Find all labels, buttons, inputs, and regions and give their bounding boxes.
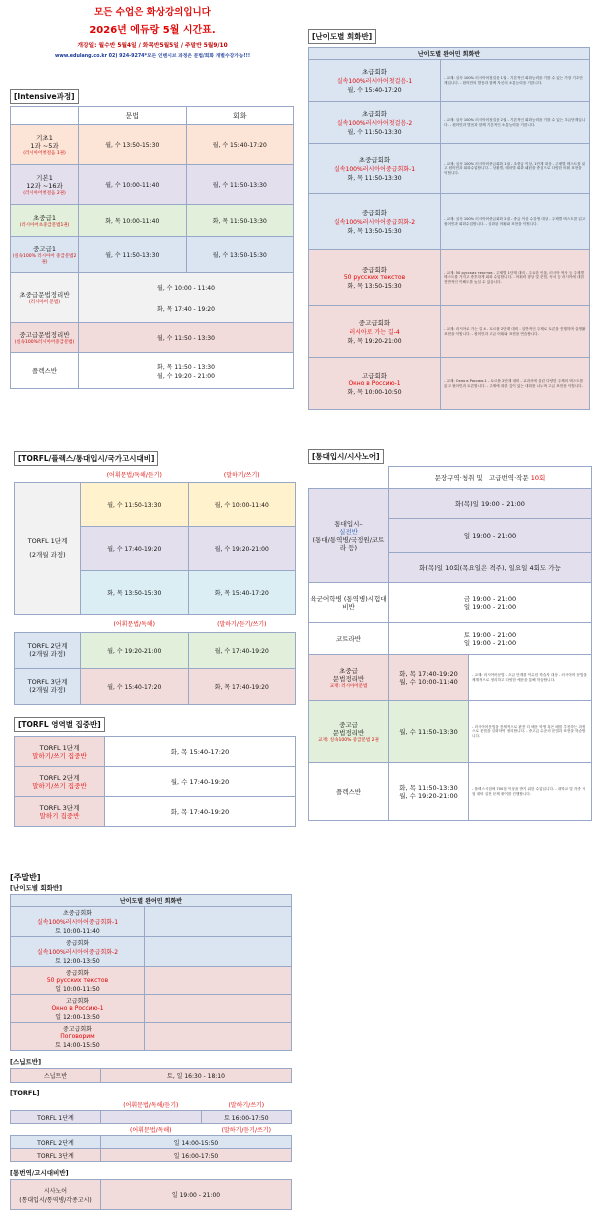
grammar-book: 교재: 실속100% 중급문법 2권: [318, 737, 379, 743]
weekend-title: [주말반]: [10, 873, 41, 882]
conv-desc: - 교재: 실속 100% 러시아어중급회화 1권 - 초중급 이상, 1단계 대상 - 주제별 텍스트를 읽고 원어민과 회화수업합니다. - 상황별, 테마별 회화 패턴을 중심으로 다양한 어휘 표현을 익힙니다.: [441, 144, 590, 194]
torfl-time: 일 16:00-17:50: [101, 1149, 292, 1162]
conv-time: 화, 목 19:20-21:00: [347, 337, 402, 345]
course-name: 중고급1: [33, 244, 56, 253]
torfl-hdr1a: (어휘문법/독해/듣기): [106, 472, 162, 480]
table-row: [11, 273, 294, 323]
course-note: (러시아어첫걸음 2권): [23, 190, 66, 196]
weekend-table-title: 난이도별 완어민 회화반: [11, 895, 292, 907]
conv-time: 월, 수 13:50-15:30: [186, 237, 294, 273]
torfl-level: TORFL 1단계: [27, 537, 68, 545]
conv-desc: - 교재: 실속 100% 러시아어중급회화 2권 - 중급 이상 수강생 대상 - 주제별 텍스트를 읽고 원어민과 회화수업합니다. - 심화된 어휘와 표현을 익힙니다.: [441, 194, 590, 250]
grammar-course2: 문법정리반: [332, 674, 365, 683]
table-row: [11, 1136, 292, 1149]
torfl-hdr1b: (말하기/쓰기): [223, 472, 260, 480]
intensive-section-title: [Intensive과정]: [10, 89, 79, 104]
interp-time: 일 19:00 - 21:00: [463, 602, 517, 611]
header-title: 2026년 에듀랑 5월 시간표.: [89, 25, 216, 36]
table-row: [309, 102, 590, 144]
torfl-time: 월, 수 10:00-11:40: [188, 482, 295, 526]
course-name: 중고급문법정리반: [19, 330, 70, 339]
header-contact: www.edulang.co.kr 02) 924-9274*모든 인텐시브 과정은 문법/회화 개별수강가능!!!: [54, 54, 251, 59]
torfl-time: 화, 목 15:40-17:20: [105, 737, 296, 767]
table-row: [309, 60, 590, 102]
table-row: [11, 125, 294, 165]
interp-h3: 10회: [530, 473, 546, 482]
conv-book: 실속100%러시아어중급회화-1: [333, 165, 416, 173]
intensive-table: [10, 106, 294, 389]
conv-time: 화, 목 13:50-15:30: [347, 282, 402, 290]
conv-level: 중급회화: [65, 940, 90, 947]
torfl-intensive-table: [14, 736, 296, 827]
grammar-time: 월, 수 11:50-13:30: [389, 701, 469, 763]
conv-time: 월, 수 15:40-17:20: [347, 86, 402, 94]
grammar-course: 중고급: [339, 720, 358, 729]
interp-section: [308, 444, 592, 821]
torfl-time: 월, 수 17:40-19:20: [105, 767, 296, 797]
snip-section-title: [스닙트반]: [10, 1058, 42, 1066]
weekend-torfl-hdr1b: (말하기/쓰기): [228, 1102, 265, 1109]
table-row: [11, 937, 292, 967]
torfl-time: 월, 수 19:20-21:00: [81, 632, 189, 668]
torfl-focus: 말하기/쓰기 집중반: [32, 781, 87, 790]
header-notice: 모든 수업은 화상강의입니다: [94, 7, 211, 18]
intensive-section: [10, 84, 294, 389]
conv-level: 고급회화: [361, 371, 388, 380]
grammar-time: 화, 목 10:00-11:40: [79, 205, 187, 237]
table-row: [11, 237, 294, 273]
conv-time: 토 12:00-13:50: [55, 958, 100, 965]
conv-level: 고급회화: [65, 998, 90, 1005]
table-row: [309, 144, 590, 194]
weekend-torfl-title: [TORFL]: [10, 1089, 40, 1097]
interp-name: 시사노어: [43, 1187, 68, 1195]
table-row: [309, 358, 590, 410]
torfl-time: 월, 수 15:40-17:20: [81, 668, 189, 704]
conv-level: 초중급회화: [63, 910, 92, 917]
conv-level: 중고급회화: [63, 1026, 92, 1033]
interp-time: 일 19:00 - 21:00: [101, 1180, 292, 1210]
weekend-conv-title: [난이도별 회화반]: [10, 884, 63, 892]
conv-desc: - 교재: 실속 100% 러시아어첫걸음 1권 - 기본적인 회화능력을 기를 수 있는 가장 기초단계입니다. - 원어민의 발음과 함께 자신의 소통능력을 기릅니다.: [441, 60, 590, 102]
interp-name: 육군어학병 (통역병)시험대비반: [309, 583, 389, 623]
interp-name3: (통대/통역병/국정원/코트라 등): [312, 535, 385, 552]
course-name: 기본1: [36, 173, 53, 182]
grammar-desc: - 교재: 러시아어문법 - 초급 단계를 이수한 학습자 대상 - 러시아어 문법을 체계적으로 정리하고 다양한 예문을 통해 학습합니다.: [469, 655, 592, 701]
table-row: [309, 489, 592, 519]
conv-time: 일 10:00-11:50: [55, 986, 100, 993]
table-row: [11, 995, 292, 1023]
course-time: 화, 목 11:50 - 13:30: [157, 363, 215, 371]
course-note: (러시아어초중급문법1권): [19, 222, 70, 228]
course-sub: 1과 ~5과: [30, 141, 59, 150]
conv-desc: - 교재: Окно в Россию-1 - 토르플 2단계 대비 - 교과서에 실린 다양한 주제의 텍스트를 읽고 원어민과 토론합니다. - 주제에 대한 깊이 있는 대화를 나누며 고급 표현을 익힙니다.: [441, 358, 590, 410]
interp-h1: 문장구역·청취 및: [434, 473, 483, 482]
conv-time: 월, 수 11:50-13:30: [347, 128, 402, 136]
torfl-table: [14, 468, 296, 705]
header: [10, 4, 295, 59]
table-row: [15, 767, 296, 797]
torfl-duration: (2개월 과정): [29, 686, 66, 694]
weekend-conv-table: [10, 894, 292, 1051]
grammar-course: 초중급: [339, 666, 358, 675]
course-name: 초중급1: [33, 213, 56, 222]
course-note: (러시아어 문법): [28, 299, 61, 305]
table-row: [11, 1069, 292, 1083]
torfl-time: 화, 목 17:40-19:20: [188, 668, 295, 704]
torfl-focus: 말하기 집중반: [39, 811, 80, 820]
table-row: [15, 797, 296, 827]
interp-name2: 실전반: [339, 527, 358, 536]
torfl-section: [14, 446, 296, 705]
table-row: [11, 353, 294, 389]
torfl-intensive-title: [TORFL 영역별 집중반]: [14, 717, 105, 732]
conv-desc: - 교재: 50 русских текстов - 주제별 1단계 대비 - 주요한 인물, 러시아 역사 등 주제별 텍스트를 가지고 중후하게 회화 수업합니다. - 어휘력 향상 및 문법, 독서 등 러시아에 대한 전반적인 이해도를 높일 수 있습니다.: [441, 250, 590, 306]
interp-time: 화(목)일 19:00 - 21:00: [389, 489, 592, 519]
conv-book: 실속100%러시아어첫걸음-1: [336, 77, 413, 85]
grammar-course2: 문법정리반: [332, 728, 365, 737]
conv-desc: - 교재: 러시아로 가는 길 4 - 토르플 2단계 대비 - 일반적인 주제로 토론을 진행하며 실생활 표현을 익힙니다. - 원어민과 고급 어휘와 표현을 연습합니다.: [441, 306, 590, 358]
table-row: [15, 482, 296, 526]
grammar-desc: - 플렉스시험에 700점 이상을 받기 위한 수업입니다. - 대학교 및 각종 시험 대비 실전 문제 풀이를 진행합니다.: [469, 763, 592, 821]
table-row: [309, 306, 590, 358]
interp-h2: 고급번역·작문: [488, 473, 529, 482]
torfl-hdr2b: (말하기/듣기/쓰기): [217, 620, 267, 628]
conv-book: 실속100%러시아어첫걸음-2: [336, 119, 413, 127]
conv-level: 중급회화: [361, 208, 388, 217]
torfl-time: 일 14:00-15:50: [101, 1136, 292, 1149]
weekend-torfl-table: [10, 1099, 292, 1162]
table-row: [309, 623, 592, 655]
course-name: 기초1: [36, 133, 53, 142]
interp-time: 일 19:00 - 21:00: [463, 638, 517, 647]
weekend-torfl-hdr1a: (어휘문법/독해/듣기): [123, 1102, 179, 1109]
conv-book: 러시아로 가는 길-4: [349, 328, 400, 336]
conv-time: 일 12:00-13:50: [55, 1014, 100, 1021]
grammar-time: 화, 목 11:50-13:30: [399, 783, 458, 792]
grammar-time: 월, 수 19:20-21:00: [399, 791, 458, 800]
torfl-level: TORFL 2단계: [27, 642, 68, 650]
conv-book: 실속100%러시아어중급회화-2: [333, 218, 416, 226]
weekend-interp-title: [통번역/고시대비반]: [10, 1169, 69, 1177]
conv-level: 초급회화: [361, 67, 388, 76]
table-row: [309, 701, 592, 763]
grammar-desc: - 러시아어문법을 전체적으로 완전 다 배운 학생 혹은 배를 추천하는 과정으로 문법을 심화하여 정리합니다. - 중고급 수준의 문법과 표현을 학습합니다.: [469, 701, 592, 763]
conv-level: 중급회화: [361, 265, 388, 274]
torfl-level: TORFL 3단계: [27, 678, 68, 686]
level-conv-section-title: [난이도별 회화반]: [308, 29, 376, 44]
interp-time: 토 19:00 - 21:00: [463, 630, 517, 639]
conv-time: 토 10:00-11:40: [55, 928, 100, 935]
interp-name: 코트라반: [309, 623, 389, 655]
interp-name: 통대입시–: [334, 519, 363, 528]
course-time: 월, 수 19:20 - 21:00: [157, 372, 215, 380]
conv-time: 화, 목 11:50-13:30: [186, 205, 294, 237]
interp-time: 일 19:00 - 21:00: [389, 519, 592, 553]
torfl-level: TORFL 2단계: [39, 773, 80, 782]
torfl-time: 화, 목 13:50-15:30: [81, 570, 189, 614]
course-time: 월, 수 10:00 - 11:40: [157, 284, 215, 292]
level-conv-title: 난이도별 완어민 회화반: [309, 48, 590, 60]
interp-table: [308, 466, 592, 821]
weekend-torfl-hdr2a: (어휘문법/독해): [130, 1127, 172, 1134]
table-row: [11, 1149, 292, 1162]
weekend-section: [10, 872, 292, 1210]
torfl-time: [101, 1111, 202, 1124]
intensive-col-grammar: 문법: [79, 107, 187, 125]
table-row: [309, 583, 592, 623]
conv-time: 월, 수 11:50-13:30: [186, 165, 294, 205]
torfl-level: TORFL 3단계: [39, 803, 80, 812]
intensive-col-conv: 회화: [186, 107, 294, 125]
header-start-dates: 개강일: 월수반 5월4일 / 화목반5월5일 / 주말반 5월9/10: [77, 43, 228, 49]
torfl-duration: (2개월 과정): [29, 551, 66, 559]
table-row: [309, 250, 590, 306]
torfl-level: TORFL 2단계: [11, 1136, 101, 1149]
weekend-torfl-hdr2b: (말하기/듣기/쓰기): [221, 1127, 271, 1134]
interp-sub: (통대입시/통역병/각종고시): [19, 1196, 92, 1204]
conv-book: Окно в Россию-1: [51, 1005, 104, 1012]
conv-level: 중급회화: [65, 970, 90, 977]
snip-table: [10, 1068, 292, 1083]
conv-book: 50 русских текстов: [343, 273, 406, 281]
conv-desc: - 교재: 실속 100% 러시아어첫걸음 2권 - 기본적인 회화능력을 기를 수 있는 초급단계입니다. - 원어민과 발음과 함께 기본적인 소통능력을 기릅니다.: [441, 102, 590, 144]
snip-name: 스닙트반: [11, 1069, 101, 1083]
table-row: [11, 907, 292, 937]
conv-level: 초급회화: [361, 109, 388, 118]
level-conv-table: [308, 47, 590, 410]
table-row: [11, 165, 294, 205]
table-row: [11, 323, 294, 353]
course-note: (실속100% 러시아어 중급문법2권): [12, 253, 77, 265]
conv-time: 토 14:00-15:50: [55, 1042, 100, 1049]
torfl-section-title: [TORFL/플렉스/통대입시/국가고시대비]: [14, 451, 158, 466]
table-row: [15, 668, 296, 704]
conv-book: Поговорим: [60, 1033, 95, 1040]
course-time: 화, 목 17:40 - 19:20: [157, 305, 215, 313]
table-row: [15, 737, 296, 767]
interp-time: 금 19:00 - 21:00: [463, 594, 517, 603]
conv-book: 실속100%러시아어중급회화-2: [36, 949, 119, 956]
conv-level: 초중급회화: [358, 155, 391, 164]
course-name: 플렉스반: [31, 366, 58, 375]
grammar-course: 플렉스반: [309, 763, 389, 821]
conv-book: 50 русских текстов: [46, 977, 109, 984]
torfl-time: 월, 수 11:50-13:30: [81, 482, 189, 526]
conv-level: 중고급회화: [358, 318, 391, 327]
grammar-book: 교재: 러시아어문법: [329, 683, 368, 689]
interp-time: 화(목)일 10회(목요일은 격주), 일요일 4회도 가능: [389, 553, 592, 583]
torfl-time: 월, 수 19:20-21:00: [188, 526, 295, 570]
conv-time: 화, 목 11:50-13:30: [347, 174, 402, 182]
course-note: (실속100%러시아어중급문법): [14, 339, 75, 345]
conv-book: 실속100%러시아어중급회화-1: [36, 919, 119, 926]
course-note: (러시아어첫걸음 1권): [23, 150, 66, 156]
torfl-intensive-section: [14, 712, 296, 827]
interp-section-title: [통대입시/시사노어]: [308, 449, 384, 464]
table-row: [309, 194, 590, 250]
level-conv-section: [308, 24, 590, 410]
table-row: [11, 205, 294, 237]
table-row: [15, 632, 296, 668]
conv-time: 화, 목 13:50-15:30: [347, 227, 402, 235]
conv-book: Окно в Россию-1: [348, 379, 401, 387]
grammar-time: 화, 목 17:40-19:20: [399, 669, 458, 678]
table-row: [11, 967, 292, 995]
torfl-level: TORFL 1단계: [39, 743, 80, 752]
grammar-time: 월, 수 10:00-11:40: [79, 165, 187, 205]
course-name: 초중급문법정리반: [19, 290, 70, 299]
course-time: 월, 수 11:50 - 13:30: [79, 323, 294, 353]
grammar-time: 월, 수 10:00-11:40: [399, 677, 458, 686]
table-row: [309, 655, 592, 701]
torfl-duration: (2개월 과정): [29, 650, 66, 658]
table-row: [11, 1023, 292, 1051]
torfl-level: TORFL 1단계: [11, 1111, 101, 1124]
course-sub: 12과 ~16과: [26, 181, 63, 190]
torfl-level: TORFL 3단계: [11, 1149, 101, 1162]
torfl-time: 월, 수 17:40-19:20: [81, 526, 189, 570]
weekend-interp-table: [10, 1179, 292, 1210]
conv-time: 화, 목 10:00-10:50: [347, 388, 402, 396]
grammar-time: 월, 수 11:50-13:30: [79, 237, 187, 273]
table-row: [11, 1180, 292, 1210]
torfl-time: 월, 수 17:40-19:20: [188, 632, 295, 668]
snip-time: 토, 일 16:30 - 18:10: [101, 1069, 292, 1083]
torfl-hdr2a: (어휘문법/독해): [113, 620, 155, 628]
grammar-time: 월, 수 13:50-15:30: [79, 125, 187, 165]
torfl-time: 화, 목 17:40-19:20: [105, 797, 296, 827]
torfl-time: 토 16:00-17:50: [201, 1111, 291, 1124]
torfl-focus: 말하기/쓰기 집중반: [32, 751, 87, 760]
table-row: [309, 763, 592, 821]
conv-time: 월, 수 15:40-17:20: [186, 125, 294, 165]
table-row: [11, 1111, 292, 1124]
torfl-time: 화, 목 15:40-17:20: [188, 570, 295, 614]
